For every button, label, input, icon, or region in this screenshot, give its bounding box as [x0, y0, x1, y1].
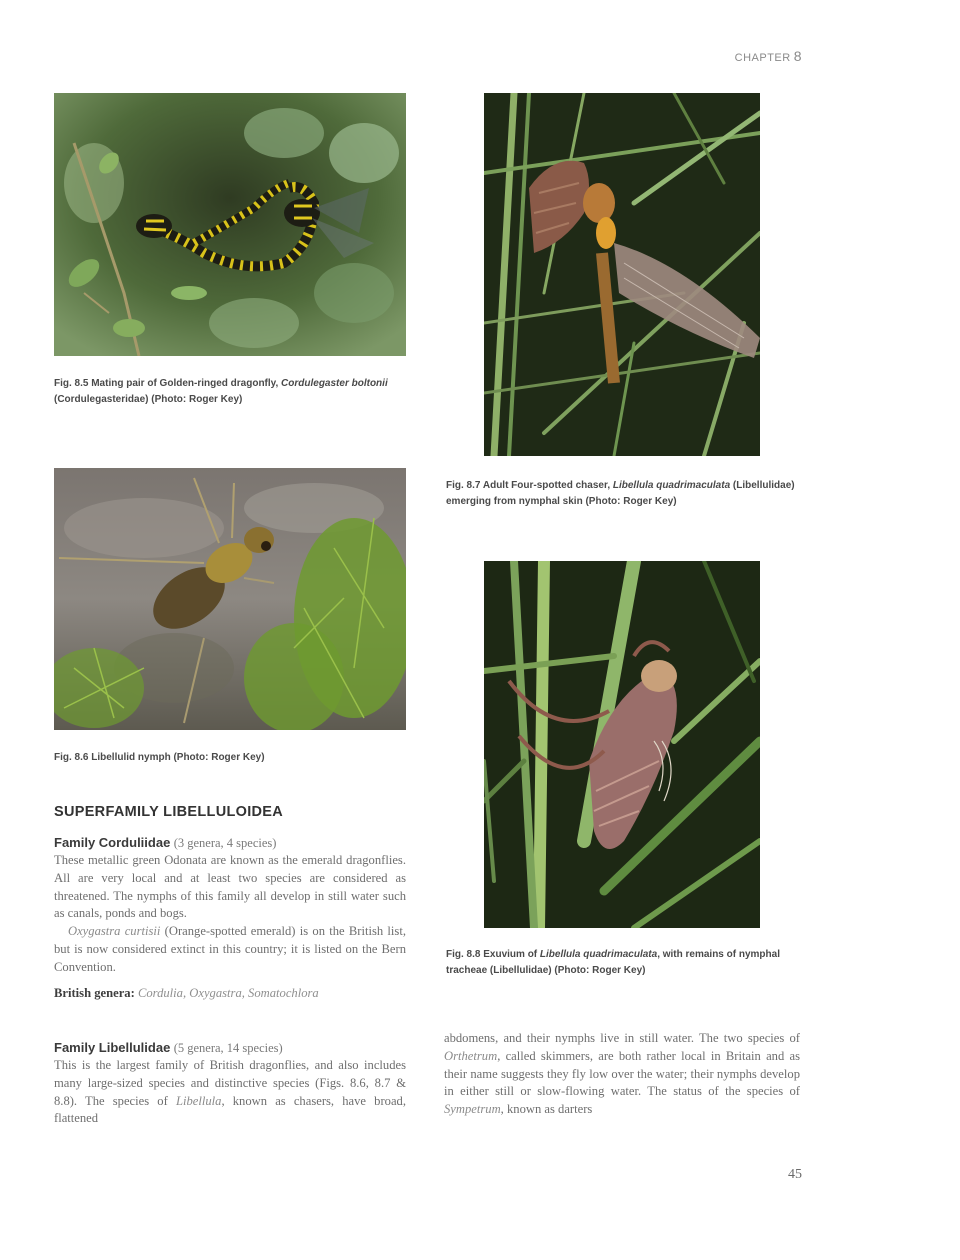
caption-species: Cordulegaster boltonii: [281, 378, 388, 389]
paragraph-text: (Orange-spotted emerald) is on the British list, but is now considered extinct in this country; it is listed on the Bern Convention.: [54, 924, 406, 974]
british-genera: [54, 984, 406, 1002]
nymph-image: [54, 468, 406, 730]
family-libellulidae-block: [54, 1039, 406, 1128]
genus-name: Libellula: [175, 1093, 222, 1108]
caption-fig-8-8: [446, 947, 798, 979]
continued-text: [444, 1030, 800, 1119]
dragonfly-mating-image: [54, 93, 406, 356]
genera-list: Cordulia, Oxygastra, Somatochlora: [137, 985, 319, 1000]
photo-fig-8-6: [54, 468, 406, 730]
chaser-emerging-image: [484, 93, 760, 456]
family-heading: [54, 1039, 406, 1057]
chapter-number: 8: [793, 48, 802, 64]
family-count: (5 genera, 14 species): [173, 1041, 283, 1055]
family-description: [54, 852, 406, 977]
caption-text: Fig. 8.8 Exuvium of: [446, 949, 538, 960]
exuvium-image: [484, 561, 760, 928]
paragraph-text: , known as chasers, have broad, flattened: [54, 1093, 406, 1126]
caption-text: Fig. 8.6 Libellulid nymph (Photo: Roger Key): [54, 752, 265, 763]
photo-fig-8-7: [484, 93, 760, 456]
paragraph-text: , called skimmers, are both rather local in Britain and as their name suggests they fly low over the water; their nymphs develop in either still or slow-flowing water. The status of the species of: [444, 1048, 800, 1099]
photo-fig-8-8: [484, 561, 760, 928]
paragraph: These metallic green Odonata are known as the emerald dragonflies. All are very local and at least two species are considered as threatened. The nymphs of this family all develop in still water such as canals, ponds and bogs.: [54, 853, 406, 921]
page-number: 45: [788, 1167, 802, 1182]
paragraph-text: This is the largest family of British dragonflies, and also includes many large-sized species and distinctive species (Figs. 8.6, 8.7 & 8.8). The species of: [54, 1058, 406, 1108]
caption-fig-8-5: [54, 376, 406, 408]
paragraph-text: abdomens, and their nymphs live in still water. The two species of: [444, 1031, 800, 1045]
caption-fig-8-6: [54, 750, 406, 766]
caption-text: , with remains of nymphal tracheae (Libellulidae) (Photo: Roger Key): [446, 949, 780, 976]
caption-text: Fig. 8.7 Adult Four-spotted chaser,: [446, 480, 611, 491]
running-head: [700, 48, 802, 64]
family-heading: [54, 834, 406, 852]
paragraph-text: , known as darters: [500, 1102, 593, 1117]
paragraph: [444, 1030, 800, 1119]
caption-fig-8-7: [446, 478, 798, 510]
family-corduliidae-block: [54, 834, 406, 1002]
chapter-label: CHAPTER: [734, 52, 791, 64]
caption-text: Fig. 8.5 Mating pair of Golden-ringed dragonfly,: [54, 378, 279, 389]
species-name: Oxygastra curtisii: [68, 924, 161, 939]
section-heading: SUPERFAMILY LIBELLULOIDEA: [54, 804, 284, 820]
caption-text: (Cordulegasteridae) (Photo: Roger Key): [54, 394, 243, 405]
family-name: Family Libellulidae: [54, 1040, 171, 1055]
genera-label: British genera:: [54, 985, 135, 1000]
family-count: (3 genera, 4 species): [173, 836, 277, 850]
genus-name: Orthetrum: [444, 1048, 498, 1063]
caption-text: (Libellulidae) emerging from nymphal skin (Photo: Roger Key): [446, 480, 795, 507]
caption-species: Libellula quadrimaculata: [612, 480, 731, 491]
family-description: [54, 1057, 406, 1128]
photo-fig-8-5: [54, 93, 406, 356]
paragraph: [54, 923, 406, 976]
family-name: Family Corduliidae: [54, 835, 171, 850]
caption-species: Libellula quadrimaculata: [539, 949, 658, 960]
paragraph: [54, 1057, 406, 1128]
genus-name: Sympetrum: [444, 1102, 501, 1117]
